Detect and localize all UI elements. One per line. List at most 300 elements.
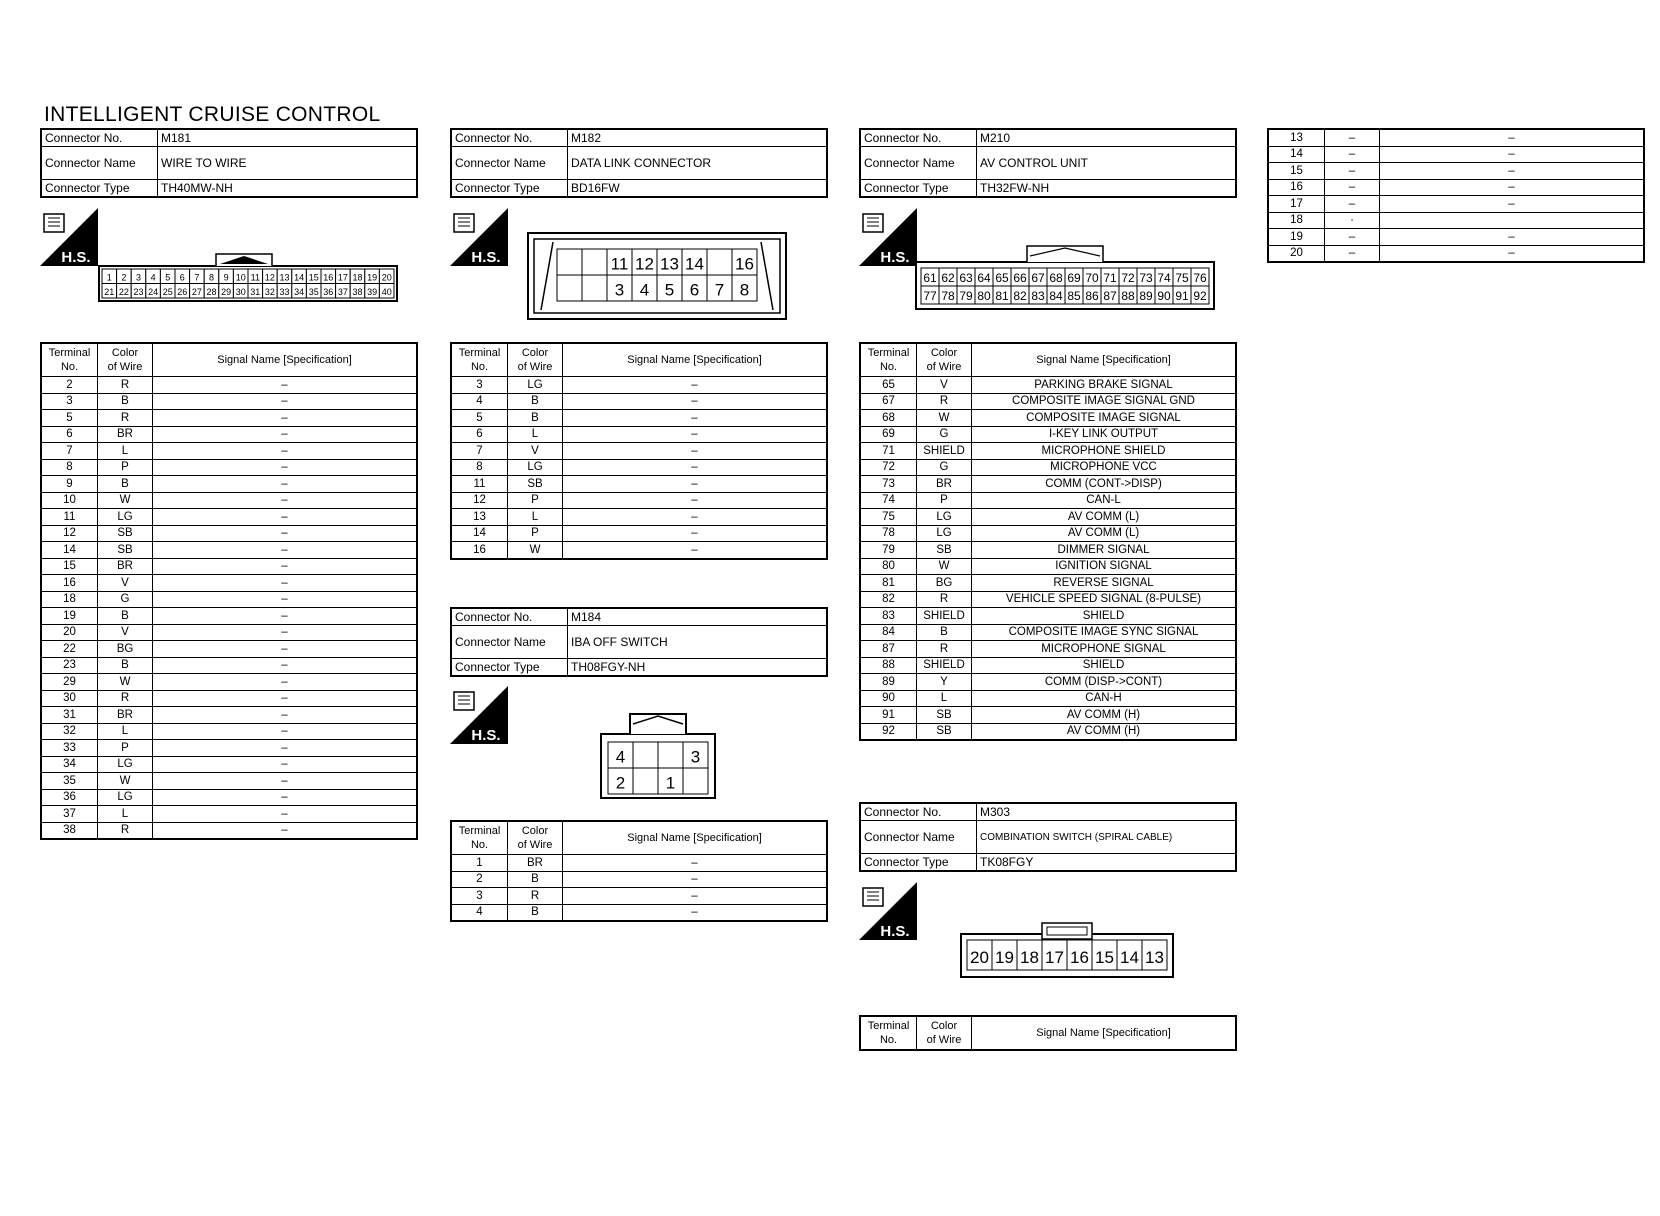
- pin-label: 13: [279, 272, 290, 283]
- terminal-cell: 5: [41, 410, 98, 427]
- pin-label: 31: [250, 286, 261, 297]
- color-cell: B: [917, 624, 972, 641]
- color-cell: BR: [98, 707, 153, 724]
- pin: [608, 768, 633, 794]
- table-row: [41, 509, 417, 526]
- terminal-cell: 33: [41, 740, 98, 757]
- pin-label: 16: [323, 272, 334, 283]
- color-cell: BG: [98, 641, 153, 658]
- signal-cell: –: [153, 525, 418, 542]
- table-row: [41, 707, 417, 724]
- connector-type-value: TH40MW-NH: [158, 180, 418, 198]
- color-cell: B: [508, 904, 563, 921]
- terminal-cell: 71: [860, 443, 917, 460]
- color-cell: B: [98, 608, 153, 625]
- page-title: INTELLIGENT CRUISE CONTROL: [44, 103, 381, 126]
- pin: [683, 768, 708, 794]
- pin-label: 16: [735, 254, 754, 274]
- pin-label: 14: [294, 272, 305, 283]
- connector-name-value: DATA LINK CONNECTOR: [568, 147, 828, 180]
- pin-label: 22: [118, 286, 129, 297]
- terminal-cell: 14: [41, 542, 98, 559]
- pin: [160, 284, 175, 299]
- pin: [321, 269, 336, 284]
- pin: [657, 275, 682, 301]
- pin: [608, 742, 633, 768]
- color-cell: LG: [98, 756, 153, 773]
- pin: [993, 286, 1011, 304]
- pin: [607, 249, 632, 275]
- color-cell: LG: [98, 789, 153, 806]
- pin-label: 89: [1139, 289, 1153, 304]
- terminal-cell: 23: [41, 657, 98, 674]
- terminal-cell: 9: [41, 476, 98, 493]
- table-row: [451, 393, 827, 410]
- terminal-cell: 72: [860, 459, 917, 476]
- color-cell: BR: [917, 476, 972, 493]
- color-cell: R: [917, 641, 972, 658]
- signal-cell: PARKING BRAKE SIGNAL: [972, 377, 1237, 394]
- pin: [967, 940, 992, 970]
- table-row: [860, 443, 1236, 460]
- pin: [1047, 286, 1065, 304]
- pin-label: 8: [208, 272, 215, 283]
- table-row: [41, 641, 417, 658]
- pin-label: 11: [250, 272, 260, 283]
- connector-type-label: Connector Type: [860, 854, 977, 872]
- color-cell: G: [917, 426, 972, 443]
- color-header: Color of Wire: [508, 343, 563, 377]
- signal-cell: –: [563, 426, 828, 443]
- hs-label: H.S.: [880, 923, 910, 940]
- pin: [1083, 286, 1101, 304]
- signal-cell: –: [153, 492, 418, 509]
- table-row: [860, 410, 1236, 427]
- signal-cell: CAN-H: [972, 690, 1237, 707]
- pin-label: 3: [690, 747, 701, 767]
- signal-header: Signal Name [Specification]: [563, 343, 828, 377]
- pin: [379, 284, 394, 299]
- pin-label: 81: [995, 289, 1009, 304]
- pin: [582, 249, 607, 275]
- signal-cell: –: [153, 509, 418, 526]
- signal-cell: –: [153, 608, 418, 625]
- pin: [219, 269, 234, 284]
- table-row: [860, 525, 1236, 542]
- pin: [117, 269, 132, 284]
- pin-label: 4: [639, 280, 650, 300]
- color-cell: L: [98, 723, 153, 740]
- table-header: [451, 821, 827, 855]
- pin-label: 85: [1067, 289, 1081, 304]
- pin: [175, 284, 190, 299]
- signal-cell: AV COMM (H): [972, 707, 1237, 724]
- pin-label: 25: [162, 286, 173, 297]
- pin: [957, 286, 975, 304]
- signal-cell: –: [563, 492, 828, 509]
- connector-no-label: Connector No.: [860, 129, 977, 147]
- table-row: [41, 575, 417, 592]
- connector-no-value: M182: [568, 129, 828, 147]
- pin: [921, 286, 939, 304]
- table-row: [860, 723, 1236, 740]
- color-cell: LG: [98, 509, 153, 526]
- connector-name-value: COMBINATION SWITCH (SPIRAL CABLE): [977, 821, 1237, 854]
- table-row: [41, 624, 417, 641]
- terminal-cell: 5: [451, 410, 508, 427]
- wire-table-m303-header: [859, 1015, 1237, 1051]
- pin-label: 32: [264, 286, 275, 297]
- pin: [992, 940, 1017, 970]
- pin: [1117, 940, 1142, 970]
- signal-cell: –: [153, 410, 418, 427]
- connector-type-label: Connector Type: [41, 180, 158, 198]
- pin: [146, 284, 161, 299]
- table-row: [41, 756, 417, 773]
- signal-cell: –: [153, 740, 418, 757]
- pin: [204, 269, 219, 284]
- signal-cell: COMPOSITE IMAGE SIGNAL: [972, 410, 1237, 427]
- pin-label: 2: [615, 773, 626, 793]
- signal-cell: –: [153, 542, 418, 559]
- signal-cell: –: [1380, 129, 1645, 146]
- table-row: [860, 707, 1236, 724]
- terminal-cell: 17: [1268, 196, 1325, 213]
- color-cell: R: [98, 410, 153, 427]
- table-row: [860, 377, 1236, 394]
- color-cell: Y: [917, 674, 972, 691]
- pin: [557, 275, 582, 301]
- connector-type-value: TH32FW-NH: [977, 180, 1237, 198]
- signal-cell: CAN-L: [972, 492, 1237, 509]
- connector-name-label: Connector Name: [860, 147, 977, 180]
- pin-label: 16: [1070, 948, 1089, 967]
- pin: [632, 249, 657, 275]
- connector-no-value: M210: [977, 129, 1237, 147]
- signal-cell: MICROPHONE VCC: [972, 459, 1237, 476]
- pin-label: 38: [352, 286, 363, 297]
- color-cell: –: [1325, 229, 1380, 246]
- table-row: [860, 624, 1236, 641]
- pin: [350, 269, 365, 284]
- signal-cell: COMM (CONT->DISP): [972, 476, 1237, 493]
- table-row: [860, 690, 1236, 707]
- pin-label: 79: [959, 289, 973, 304]
- terminal-cell: 87: [860, 641, 917, 658]
- terminal-cell: 16: [41, 575, 98, 592]
- color-cell: SB: [508, 476, 563, 493]
- color-cell: R: [98, 822, 153, 839]
- pin-label: 70: [1085, 271, 1099, 286]
- signal-cell: AV COMM (H): [972, 723, 1237, 740]
- pin: [131, 284, 146, 299]
- terminal-cell: 67: [860, 393, 917, 410]
- terminal-cell: 80: [860, 558, 917, 575]
- terminal-cell: 89: [860, 674, 917, 691]
- table-row: [451, 542, 827, 559]
- pin: [379, 269, 394, 284]
- table-row: [860, 641, 1236, 658]
- signal-cell: –: [563, 393, 828, 410]
- pin-label: 34: [294, 286, 305, 297]
- pin-label: 78: [941, 289, 955, 304]
- terminal-cell: 3: [451, 377, 508, 394]
- signal-cell: –: [1380, 196, 1645, 213]
- terminal-cell: 88: [860, 657, 917, 674]
- signal-cell: –: [153, 459, 418, 476]
- terminal-cell: 2: [451, 871, 508, 888]
- table-row: [860, 657, 1236, 674]
- signal-cell: –: [563, 476, 828, 493]
- pin-label: 64: [977, 271, 991, 286]
- table-row: [41, 410, 417, 427]
- pin-label: 67: [1031, 271, 1045, 286]
- signal-cell: –: [563, 443, 828, 460]
- color-cell: ·: [1325, 212, 1380, 229]
- signal-cell: –: [563, 871, 828, 888]
- table-row: [860, 591, 1236, 608]
- pin-label: 5: [165, 272, 171, 283]
- pin-label: 37: [337, 286, 348, 297]
- pin-label: 74: [1157, 271, 1171, 286]
- pin: [277, 284, 292, 299]
- pin: [921, 268, 939, 286]
- terminal-cell: 19: [41, 608, 98, 625]
- table-row: [451, 888, 827, 905]
- terminal-cell: 92: [860, 723, 917, 740]
- pin-label: 66: [1013, 271, 1027, 286]
- terminal-cell: 18: [41, 591, 98, 608]
- pin: [1065, 268, 1083, 286]
- connector-type-label: Connector Type: [451, 659, 568, 677]
- connector-face-m181: [98, 250, 398, 302]
- color-cell: LG: [508, 459, 563, 476]
- table-row: [860, 426, 1236, 443]
- table-row: [41, 773, 417, 790]
- pin: [732, 249, 757, 275]
- pin: [1101, 286, 1119, 304]
- signal-cell: COMM (DISP->CONT): [972, 674, 1237, 691]
- pin-label: 80: [977, 289, 991, 304]
- signal-cell: –: [153, 426, 418, 443]
- hs-label: H.S.: [471, 249, 501, 266]
- signal-cell: –: [563, 459, 828, 476]
- color-cell: L: [917, 690, 972, 707]
- table-row: [41, 525, 417, 542]
- pin-label: 39: [367, 286, 378, 297]
- color-cell: –: [1325, 196, 1380, 213]
- color-cell: R: [508, 888, 563, 905]
- signal-cell: –: [563, 509, 828, 526]
- terminal-cell: 18: [1268, 212, 1325, 229]
- table-row: [1268, 146, 1644, 163]
- signal-cell: –: [1380, 146, 1645, 163]
- color-cell: SHIELD: [917, 608, 972, 625]
- table-header: [451, 343, 827, 377]
- terminal-cell: 15: [41, 558, 98, 575]
- pin-label: 29: [221, 286, 232, 297]
- connector-name-label: Connector Name: [860, 821, 977, 854]
- connector-face-m210: [915, 244, 1215, 310]
- pin: [1142, 940, 1167, 970]
- color-cell: SB: [917, 707, 972, 724]
- table-row: [1268, 245, 1644, 262]
- terminal-cell: 10: [41, 492, 98, 509]
- connector-name-label: Connector Name: [451, 626, 568, 659]
- signal-cell: –: [563, 525, 828, 542]
- pin: [957, 268, 975, 286]
- signal-cell: –: [153, 674, 418, 691]
- color-cell: SB: [98, 525, 153, 542]
- pin-label: 72: [1121, 271, 1135, 286]
- connector-name-value: WIRE TO WIRE: [158, 147, 418, 180]
- terminal-cell: 3: [41, 393, 98, 410]
- table-row: [1268, 163, 1644, 180]
- terminal-cell: 37: [41, 806, 98, 823]
- pin-label: 7: [194, 272, 200, 283]
- signal-cell: REVERSE SIGNAL: [972, 575, 1237, 592]
- pin-label: 61: [923, 271, 937, 286]
- table-row: [860, 558, 1236, 575]
- pin: [658, 742, 683, 768]
- color-cell: –: [1325, 245, 1380, 262]
- color-cell: SB: [98, 542, 153, 559]
- pin-label: 28: [206, 286, 217, 297]
- pin-label: 91: [1175, 289, 1189, 304]
- table-row: [860, 459, 1236, 476]
- terminal-cell: 7: [41, 443, 98, 460]
- color-cell: BR: [508, 855, 563, 872]
- table-row: [451, 410, 827, 427]
- color-cell: SHIELD: [917, 443, 972, 460]
- table-row: [1268, 196, 1644, 213]
- table-row: [860, 509, 1236, 526]
- pin-label: 6: [689, 280, 700, 300]
- pin: [117, 284, 132, 299]
- table-row: [860, 476, 1236, 493]
- pin: [1155, 286, 1173, 304]
- connector-name-value: IBA OFF SWITCH: [568, 626, 828, 659]
- pin: [306, 284, 321, 299]
- pin: [975, 268, 993, 286]
- signal-cell: COMPOSITE IMAGE SYNC SIGNAL: [972, 624, 1237, 641]
- pin-label: 20: [970, 948, 989, 967]
- connector-type-label: Connector Type: [451, 180, 568, 198]
- signal-cell: –: [563, 377, 828, 394]
- color-cell: P: [508, 525, 563, 542]
- signal-cell: AV COMM (L): [972, 525, 1237, 542]
- table-row: [860, 492, 1236, 509]
- connector-face-m184: [600, 712, 716, 800]
- signal-cell: –: [1380, 179, 1645, 196]
- signal-cell: –: [153, 806, 418, 823]
- terminal-cell: 8: [41, 459, 98, 476]
- pin-label: 6: [179, 272, 185, 283]
- pin: [175, 269, 190, 284]
- signal-cell: –: [153, 707, 418, 724]
- color-cell: W: [98, 773, 153, 790]
- signal-cell: –: [563, 542, 828, 559]
- table-row: [1268, 129, 1644, 146]
- pin: [1173, 268, 1191, 286]
- pin: [683, 742, 708, 768]
- pin: [365, 284, 380, 299]
- color-cell: R: [917, 393, 972, 410]
- terminal-cell: 78: [860, 525, 917, 542]
- pin-label: 69: [1067, 271, 1081, 286]
- color-header: Color of Wire: [917, 1016, 972, 1050]
- pin: [633, 742, 658, 768]
- color-cell: LG: [917, 525, 972, 542]
- pin-label: 3: [135, 272, 142, 283]
- pin: [1119, 286, 1137, 304]
- color-cell: W: [508, 542, 563, 559]
- table-row: [41, 492, 417, 509]
- connector-info-m303: [859, 802, 1237, 872]
- color-cell: P: [508, 492, 563, 509]
- terminal-cell: 69: [860, 426, 917, 443]
- pin: [607, 275, 632, 301]
- terminal-cell: 68: [860, 410, 917, 427]
- color-cell: R: [98, 690, 153, 707]
- signal-cell: –: [1380, 229, 1645, 246]
- pin: [233, 284, 248, 299]
- pin-label: 9: [223, 272, 229, 283]
- signal-cell: –: [153, 822, 418, 839]
- signal-header: Signal Name [Specification]: [972, 343, 1237, 377]
- connector-info-m181: [40, 128, 418, 198]
- table-row: [1268, 229, 1644, 246]
- table-row: [451, 443, 827, 460]
- table-row: [41, 822, 417, 839]
- pin-label: 12: [635, 254, 654, 274]
- pin-label: 13: [660, 254, 679, 274]
- color-cell: W: [917, 558, 972, 575]
- pin-label: 18: [352, 272, 363, 283]
- table-row: [860, 674, 1236, 691]
- pin-label: 15: [1095, 948, 1114, 967]
- pin-label: 71: [1103, 271, 1117, 286]
- pin-label: 75: [1175, 271, 1189, 286]
- terminal-header: Terminal No.: [860, 343, 917, 377]
- signal-cell: –: [153, 723, 418, 740]
- table-row: [41, 393, 417, 410]
- color-cell: V: [917, 377, 972, 394]
- terminal-cell: 75: [860, 509, 917, 526]
- pin-label: 10: [235, 272, 246, 283]
- terminal-header: Terminal No.: [41, 343, 98, 377]
- terminal-cell: 22: [41, 641, 98, 658]
- color-cell: –: [1325, 146, 1380, 163]
- terminal-cell: 12: [451, 492, 508, 509]
- wire-table-m210: [859, 342, 1237, 741]
- table-row: [41, 690, 417, 707]
- pin-label: 3: [614, 280, 625, 300]
- pin: [1065, 286, 1083, 304]
- terminal-cell: 34: [41, 756, 98, 773]
- signal-cell: –: [153, 558, 418, 575]
- pin: [1067, 940, 1092, 970]
- pin: [732, 275, 757, 301]
- terminal-cell: 6: [41, 426, 98, 443]
- table-row: [41, 443, 417, 460]
- color-header: Color of Wire: [508, 821, 563, 855]
- terminal-cell: 13: [1268, 129, 1325, 146]
- table-row: [41, 591, 417, 608]
- pin-label: 5: [664, 280, 675, 300]
- harness-side-icon: [859, 208, 917, 266]
- terminal-cell: 12: [41, 525, 98, 542]
